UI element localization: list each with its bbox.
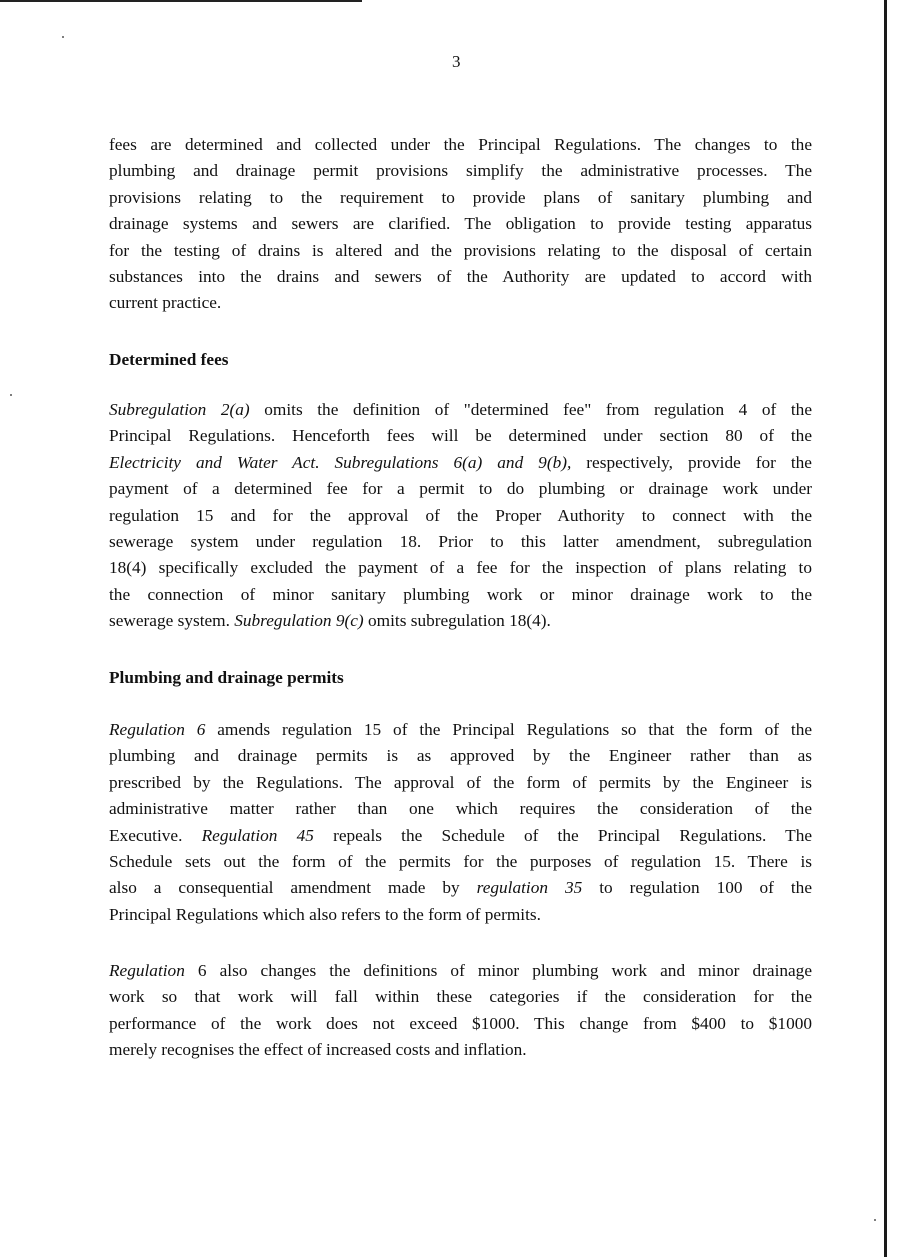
heading-determined-fees: Determined fees (109, 350, 229, 369)
text-line: Principal Regulations which also refers to the form of permits. (109, 904, 541, 924)
italic-ref: Subregulation 2(a) (109, 400, 250, 419)
paragraph-minor-work (109, 958, 812, 1064)
scan-edge-right (884, 0, 887, 1257)
text-line: Principal Regulations. Henceforth fees will be determined under section 80 of the (109, 426, 812, 446)
paragraph-determined-fees (109, 397, 812, 635)
scan-edge-top (0, 0, 362, 2)
text-span: to regulation 100 of the (582, 878, 812, 898)
italic-ref: Subregulation 9(c) (234, 611, 364, 631)
text-line (109, 875, 812, 901)
text-line: current practice. (109, 293, 222, 313)
scan-speck (10, 394, 12, 396)
text-line: plumbing and drainage permits is as approved by the Engineer rather than as (109, 746, 812, 766)
text-line: Schedule sets out the form of the permits for the purposes of regulation 15. There is (109, 852, 812, 872)
paragraph-intro (109, 132, 812, 317)
text-line: the connection of minor sanitary plumbing work or minor drainage work to the (109, 584, 812, 604)
text-line: drainage systems and sewers are clarified. The obligation to provide testing apparatus (109, 214, 812, 234)
text-line (109, 450, 812, 476)
text-line: substances into the drains and sewers of the Authority are updated to accord with (109, 267, 812, 287)
text-line: provisions relating to the requirement to provide plans of sanitary plumbing and (109, 187, 812, 207)
text-line (109, 823, 812, 849)
text-line: regulation 15 and for the approval of the Proper Authority to connect with the (109, 505, 812, 525)
text-line: fees are determined and collected under the Principal Regulations. The changes to the (109, 135, 812, 154)
text-line: 18(4) specifically excluded the payment of a fee for the inspection of plans relating to (109, 558, 812, 578)
text-span: omits subregulation 18(4). (363, 611, 551, 631)
text-line: work so that work will fall within these categories if the consideration for the (109, 987, 812, 1007)
text-line: prescribed by the Regulations. The approval of the form of permits by the Engineer is (109, 772, 812, 792)
text-line: administrative matter rather than one which requires the consideration of the (109, 799, 812, 819)
italic-ref: regulation 35 (476, 878, 583, 898)
text-line: for the testing of drains is altered and the provisions relating to the disposal of certain (109, 240, 812, 260)
text-span: omits the definition of "determined fee" from regulation 4 of the (249, 400, 812, 419)
text-span: Executive. (109, 825, 202, 845)
text-line: plumbing and drainage permit provisions simplify the administrative processes. The (109, 161, 812, 181)
scan-speck (874, 1219, 876, 1221)
text-line (109, 397, 812, 423)
text-span: sewerage system. (109, 611, 235, 631)
italic-ref: Regulation 6 (109, 720, 206, 739)
heading-plumbing-permits: Plumbing and drainage permits (109, 668, 344, 687)
text-span: amends regulation 15 of the Principal Regulations so that the form of the (205, 720, 813, 739)
text-line: performance of the work does not exceed $1000. This change from $400 to $1000 (109, 1013, 812, 1033)
italic-ref: Electricity and Water Act. (109, 452, 320, 472)
italic-ref: Subregulations 6(a) and 9(b), (334, 452, 572, 472)
text-span: 6 also changes the definitions of minor plumbing work and minor drainage (184, 961, 812, 980)
text-span: repeals the Schedule of the Principal Regulations. The (313, 825, 813, 845)
text-span: also a consequential amendment made by (109, 878, 477, 898)
italic-ref: Regulation 45 (201, 825, 314, 845)
text-line: sewerage system under regulation 18. Prior to this latter amendment, subregulation (109, 532, 812, 552)
italic-ref: Regulation (109, 961, 185, 980)
text-line (109, 608, 812, 634)
paragraph-plumbing-permits (109, 717, 812, 928)
text-span (320, 453, 335, 472)
text-line (109, 958, 812, 984)
text-span: respectively, provide for the (571, 452, 812, 472)
text-line (109, 717, 812, 743)
page-number: 3 (452, 52, 461, 71)
scan-speck (62, 36, 64, 38)
text-line: payment of a determined fee for a permit to do plumbing or drainage work under (109, 479, 812, 499)
text-line: merely recognises the effect of increased costs and inflation. (109, 1040, 527, 1060)
